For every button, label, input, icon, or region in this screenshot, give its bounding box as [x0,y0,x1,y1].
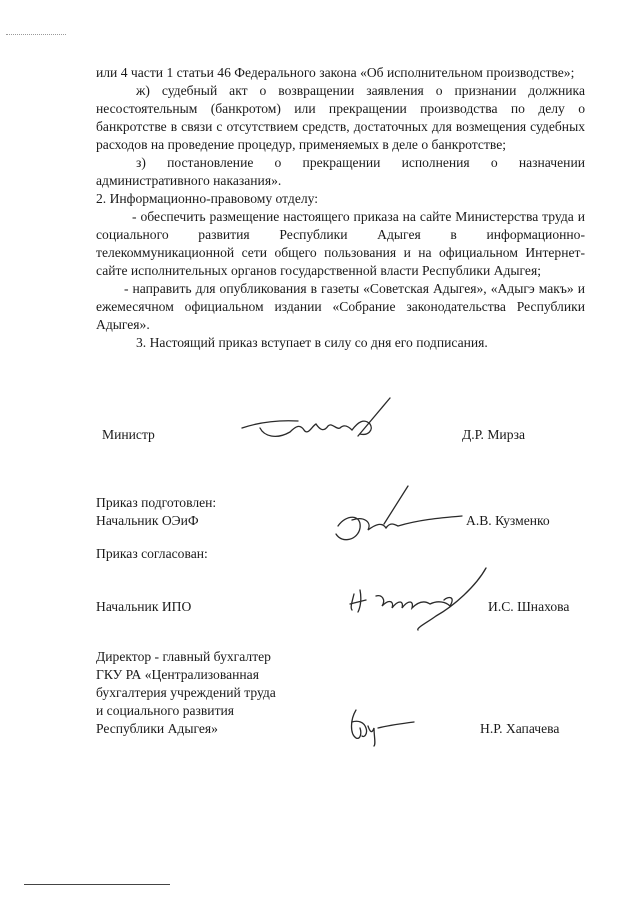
prepared-name: А.В. Кузменко [466,513,550,528]
director-title-line3: бухгалтерия учреждений труда [96,685,276,700]
prepared-title: Начальник ОЭиФ [96,513,199,528]
director-name: Н.Р. Хапачева [480,721,560,736]
paragraph-item-z: з) постановление о прекращении исполнения о назначении административного наказания». [96,155,585,188]
paragraph-continuation: или 4 части 1 статьи 46 Федерального закона «Об исполнительном производстве»; [96,65,575,80]
ipo-name: И.С. Шнахова [488,599,570,614]
scan-artifact [6,34,66,39]
footnote-divider [24,884,170,885]
minister-name: Д.Р. Мирза [462,427,526,442]
paragraph-publish-newspaper: - направить для опубликования в газеты «Советская Адыгея», «Адыгэ макъ» и ежемесячном официальном издании «Собрание законодательства Республики Адыгея». [96,281,585,332]
agreed-label: Приказ согласован: [96,546,208,561]
paragraph-section-3: 3. Настоящий приказ вступает в силу со дня его подписания. [136,335,488,350]
director-signature [346,706,416,746]
order-body [96,64,585,352]
paragraph-item-zh: ж) судебный акт о возвращении заявления о признании должника несостоятельным (банкротом) или прекращении производства по делу о банкротстве в связи с отсутствием средств, достаточных для возмещения судебных расходов на проведение процедур, применяемых в деле о банкротстве; [96,83,585,152]
director-title-line1: Директор - главный бухгалтер [96,649,271,664]
prepared-signature [328,484,468,548]
director-title-line2: ГКУ РА «Централизованная [96,667,259,682]
paragraph-publish-site: - обеспечить размещение настоящего приказа на сайте Министерства труда и социального развития Республики Адыгея в информационно-телекоммуникационной сети общего пользования и на официальном Интернет-сайте исполнительных органов государственной власти Республики Адыгея; [96,209,585,278]
minister-signature [240,396,400,452]
ipo-signature [346,566,496,636]
minister-title: Министр [102,427,155,442]
director-title-line5: Республики Адыгея» [96,721,218,736]
director-title-line4: и социального развития [96,703,235,718]
paragraph-section-2: 2. Информационно-правовому отделу: [96,191,319,206]
prepared-label: Приказ подготовлен: [96,495,217,510]
ipo-title: Начальник ИПО [96,599,192,614]
